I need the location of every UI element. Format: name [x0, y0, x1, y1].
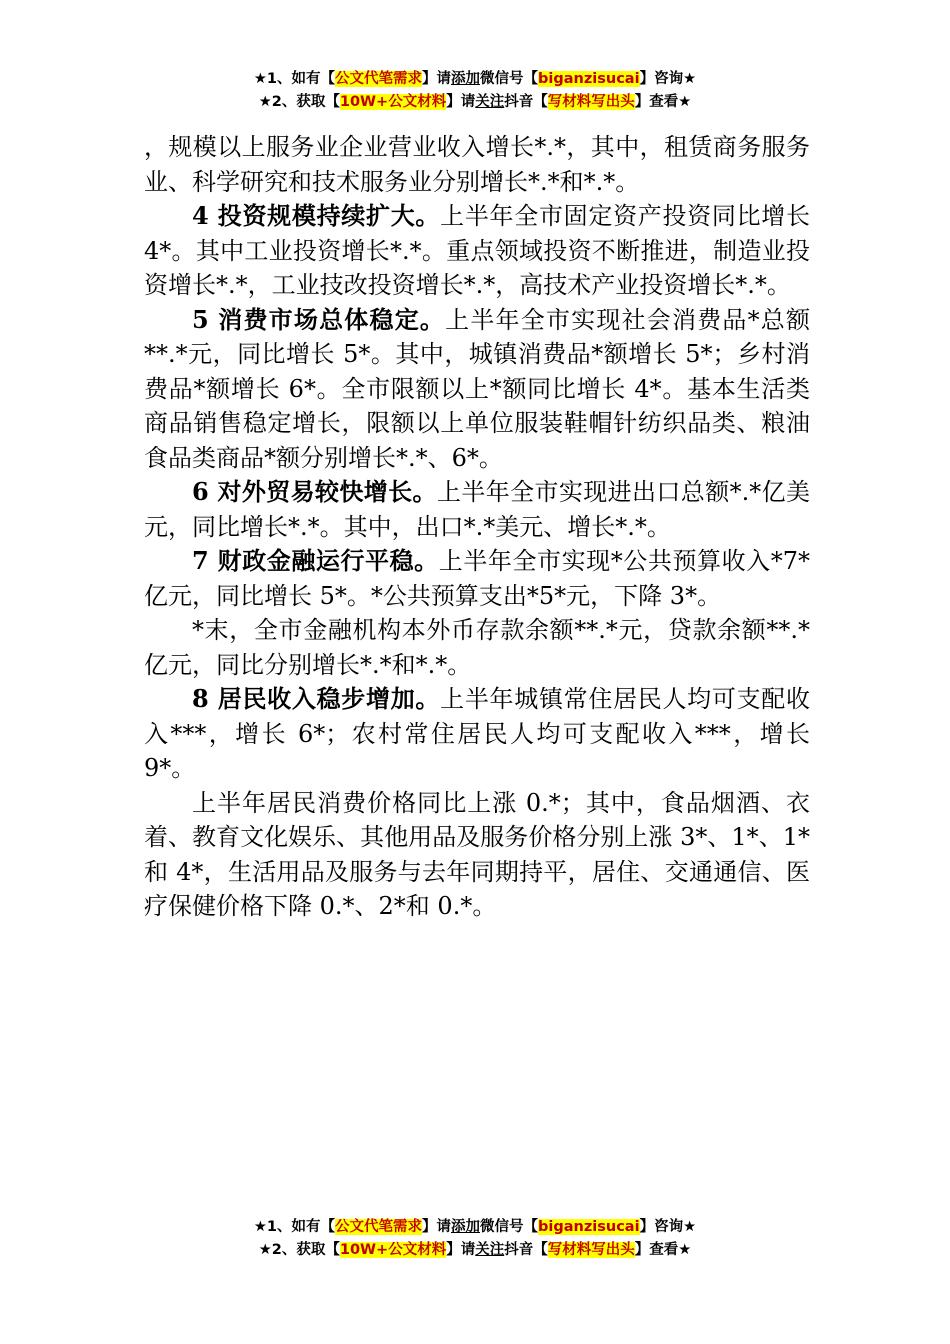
banner-text: 微信号【 [480, 71, 539, 87]
banner-emphasis: 关注 [475, 94, 505, 110]
paragraph-foreign-trade [144, 475, 810, 544]
banner-line-2 [0, 91, 950, 114]
section-heading: 4 投资规模持续扩大。 [192, 201, 441, 230]
banner-emphasis: 添加 [451, 71, 481, 87]
banner-highlight-douyin-id: 写材料写出头 [547, 1242, 635, 1258]
paragraph-text: 上半年全市固定资产投资同比增长 4*。其中工业投资增长*.*。重点领域投资不断推进，制造业投资增长*.*，工业技改投资增长*.*，高技术产业投资增长*.*。 [144, 202, 811, 299]
paragraph-text: 上半年全市实现*公共预算收入*7*亿元，同比增长 5*。*公共预算支出*5*元，下降 3*。 [144, 547, 810, 610]
banner-highlight-service: 公文代笔需求 [335, 1219, 423, 1235]
paragraph-income [144, 682, 810, 786]
paragraph-consumption [144, 303, 810, 476]
paragraph-finance [144, 544, 810, 613]
paragraph-text: ，规模以上服务业企业营业收入增长*.*，其中，租赁商务服务业、科学研究和技术服务业分别增长*.*和*.*。 [144, 133, 810, 196]
banner-text: 】查看★ [634, 94, 692, 110]
banner-highlight-wechat-id: biganzisucai [538, 1219, 640, 1235]
banner-text: 抖音【 [504, 1242, 548, 1258]
section-heading: 5 消费市场总体稳定。 [192, 304, 446, 334]
banner-highlight-douyin-id: 写材料写出头 [547, 94, 635, 110]
paragraph-text: 上半年居民消费价格同比上涨 0.*；其中，食品烟酒、衣着、教育文化娱乐、其他用品及服务价格分别上涨 3*、1*、1*和 4*，生活用品及服务与去年同期持平，居住、交通通信、医疗保健价格下降 0.*、2*和 0.*。 [144, 788, 810, 920]
banner-line-2 [0, 1239, 950, 1262]
banner-line-1 [0, 1216, 950, 1239]
banner-line-1 [0, 68, 950, 91]
banner-text: 】查看★ [634, 1242, 692, 1258]
banner-text: 】咨询★ [639, 71, 697, 87]
document-body [144, 130, 810, 924]
banner-highlight-materials: 10W+公文材料 [339, 94, 447, 110]
banner-text: 】请 [422, 1219, 452, 1235]
bottom-banner [0, 1216, 950, 1262]
banner-emphasis: 添加 [451, 1219, 481, 1235]
banner-text: 】请 [446, 94, 476, 110]
banner-text: ★1、如有【 [253, 1219, 336, 1235]
banner-text: 】请 [422, 71, 452, 87]
paragraph-services [144, 130, 810, 199]
section-heading: 8 居民收入稳步增加。 [192, 684, 441, 713]
banner-emphasis: 关注 [475, 1242, 505, 1258]
paragraph-text: 上半年城镇常住居民人均可支配收入***，增长 6*；农村常住居民人均可支配收入***，增长 9*。 [144, 685, 811, 782]
paragraph-text: 上半年全市实现进出口总额*.*亿美元，同比增长*.*。其中，出口*.*美元、增长*.*。 [144, 478, 810, 541]
banner-highlight-wechat-id: biganzisucai [538, 71, 640, 87]
paragraph-prices [144, 786, 810, 924]
top-banner [0, 68, 950, 114]
banner-highlight-service: 公文代笔需求 [335, 71, 423, 87]
section-heading: 6 对外贸易较快增长。 [192, 477, 437, 506]
section-heading: 7 财政金融运行平稳。 [192, 546, 439, 575]
banner-text: ★2、获取【 [258, 94, 340, 110]
banner-text: 抖音【 [504, 94, 548, 110]
paragraph-deposits [144, 613, 810, 682]
banner-text: ★1、如有【 [253, 71, 336, 87]
paragraph-investment [144, 199, 810, 303]
banner-text: 】请 [446, 1242, 476, 1258]
banner-text: ★2、获取【 [258, 1242, 340, 1258]
paragraph-text: 上半年全市实现社会消费品*总额**.*元，同比增长 5*。其中，城镇消费品*额增长 5*；乡村消费品*额增长 6*。全市限额以上*额同比增长 4*。基本生活类商品销售稳定增长，限额以上单位服装鞋帽针纺织品类、粮油食品类商品*额分别增长*.*、6*。 [144, 305, 811, 472]
paragraph-text: *末，全市金融机构本外币存款余额**.*元，贷款余额**.*亿元，同比分别增长*.*和*.*。 [144, 616, 810, 679]
banner-text: 微信号【 [480, 1219, 539, 1235]
banner-text: 】咨询★ [639, 1219, 697, 1235]
banner-highlight-materials: 10W+公文材料 [339, 1242, 447, 1258]
